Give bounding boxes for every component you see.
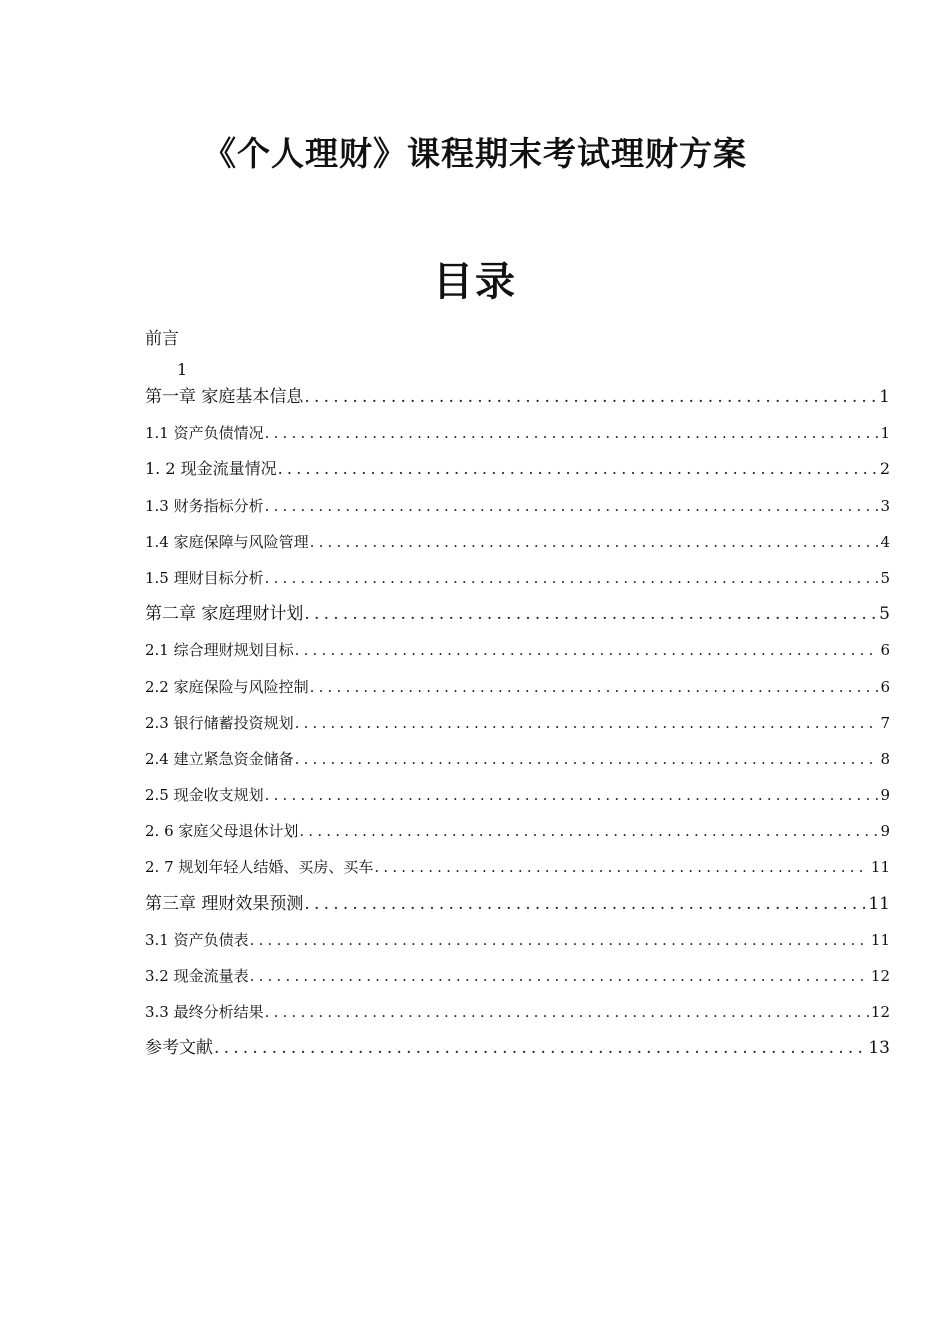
toc-entry-label: 1.5 理财目标分析	[145, 568, 264, 587]
toc-entry-page: 11	[868, 893, 890, 914]
toc-entry[interactable]	[145, 638, 890, 674]
toc-entry-page: 1	[879, 387, 890, 407]
toc-entry[interactable]	[145, 892, 890, 928]
toc-entry-label: 1. 2 现金流量情况	[145, 459, 277, 479]
toc-entry-label: 2.5 现金收支规划	[145, 786, 264, 805]
toc-entry[interactable]	[145, 711, 890, 747]
dot-leader	[295, 747, 879, 771]
dot-leader	[214, 1036, 866, 1060]
toc-entry[interactable]	[145, 783, 890, 819]
toc-entry-label: 1.4 家庭保障与风险管理	[145, 532, 309, 551]
toc-entry-page: 11	[870, 858, 890, 877]
toc-entry-preface[interactable]: 前言	[145, 329, 179, 349]
toc-entry-page: 6	[880, 641, 890, 660]
toc-entry[interactable]	[145, 675, 890, 711]
toc-entry-page: 4	[880, 532, 890, 551]
dot-leader	[295, 711, 879, 735]
dot-leader	[304, 602, 877, 626]
toc-entry[interactable]	[145, 385, 890, 421]
toc-entry-label: 2. 6 家庭父母退休计划	[145, 822, 299, 841]
toc-entry-label: 2.3 银行储蓄投资规划	[145, 713, 294, 732]
dot-leader	[304, 385, 877, 409]
dot-leader	[265, 783, 879, 807]
toc-entry[interactable]	[145, 855, 890, 891]
toc-entry-page: 7	[880, 713, 890, 732]
dot-leader	[310, 675, 879, 699]
toc-entry[interactable]	[145, 819, 890, 855]
toc-entry[interactable]	[145, 1000, 890, 1036]
document-title: 《个人理财》课程期末考试理财方案	[203, 134, 747, 173]
dot-leader	[250, 964, 869, 988]
dot-leader	[265, 421, 879, 445]
toc-entry[interactable]	[145, 747, 890, 783]
toc-entry-page: 5	[879, 604, 890, 625]
toc-entry-label: 2. 7 规划年轻人结婚、买房、买车	[145, 858, 374, 877]
toc-entry-page: 9	[880, 786, 890, 805]
dot-leader	[299, 819, 878, 843]
dot-leader	[265, 494, 879, 518]
toc-entry[interactable]	[145, 1036, 890, 1072]
toc-entry-label: 参考文献	[145, 1038, 213, 1059]
dot-leader	[250, 928, 869, 952]
dot-leader	[295, 638, 879, 662]
toc-entry-page: 12	[870, 967, 890, 985]
toc-entry-page: 5	[880, 568, 890, 587]
dot-leader	[265, 566, 879, 590]
toc-entry[interactable]	[145, 602, 890, 638]
dot-leader	[374, 855, 869, 879]
toc-entry-page: 13	[868, 1038, 890, 1059]
toc-entry-page: 12	[870, 1003, 890, 1022]
toc-entry-page: 9	[880, 822, 890, 841]
toc-entry-page: 11	[870, 930, 890, 949]
toc-entry-page: 1	[880, 424, 890, 443]
toc-entry-page: 2	[879, 459, 890, 479]
toc-entry[interactable]	[145, 964, 890, 1000]
toc-entry-label: 2.2 家庭保险与风险控制	[145, 677, 309, 696]
toc-entry-page: 6	[880, 677, 890, 696]
toc-entry[interactable]	[145, 494, 890, 530]
toc-entry-label: 2.1 综合理财规划目标	[145, 641, 294, 660]
toc-entry-label: 3.2 现金流量表	[145, 967, 249, 985]
toc-entry[interactable]	[145, 566, 890, 602]
toc-entry-label: 第一章 家庭基本信息	[145, 387, 304, 407]
toc-entry-label: 3.1 资产负债表	[145, 930, 249, 949]
toc-entry-label: 第三章 理财效果预测	[145, 893, 304, 914]
toc-entry-label: 1.1 资产负债情况	[145, 424, 264, 443]
dot-leader	[265, 1000, 869, 1024]
dot-leader	[304, 892, 866, 916]
toc-heading: 目录	[433, 259, 517, 305]
toc-entry-preface-page: 1	[177, 360, 188, 379]
toc-entry[interactable]	[145, 928, 890, 964]
toc-entry[interactable]	[145, 457, 890, 493]
toc-entry-label: 第二章 家庭理财计划	[145, 604, 304, 625]
dot-leader	[278, 457, 878, 481]
toc-entry-label: 1.3 财务指标分析	[145, 496, 264, 515]
toc-entry-page: 8	[880, 749, 890, 768]
toc-entry[interactable]	[145, 530, 890, 566]
toc-entry[interactable]	[145, 421, 890, 457]
toc-entry-label: 2.4 建立紧急资金储备	[145, 749, 294, 768]
toc-entry-page: 3	[880, 496, 890, 515]
toc-entry-label: 3.3 最终分析结果	[145, 1003, 264, 1022]
table-of-contents	[145, 385, 890, 1073]
dot-leader	[310, 530, 879, 554]
